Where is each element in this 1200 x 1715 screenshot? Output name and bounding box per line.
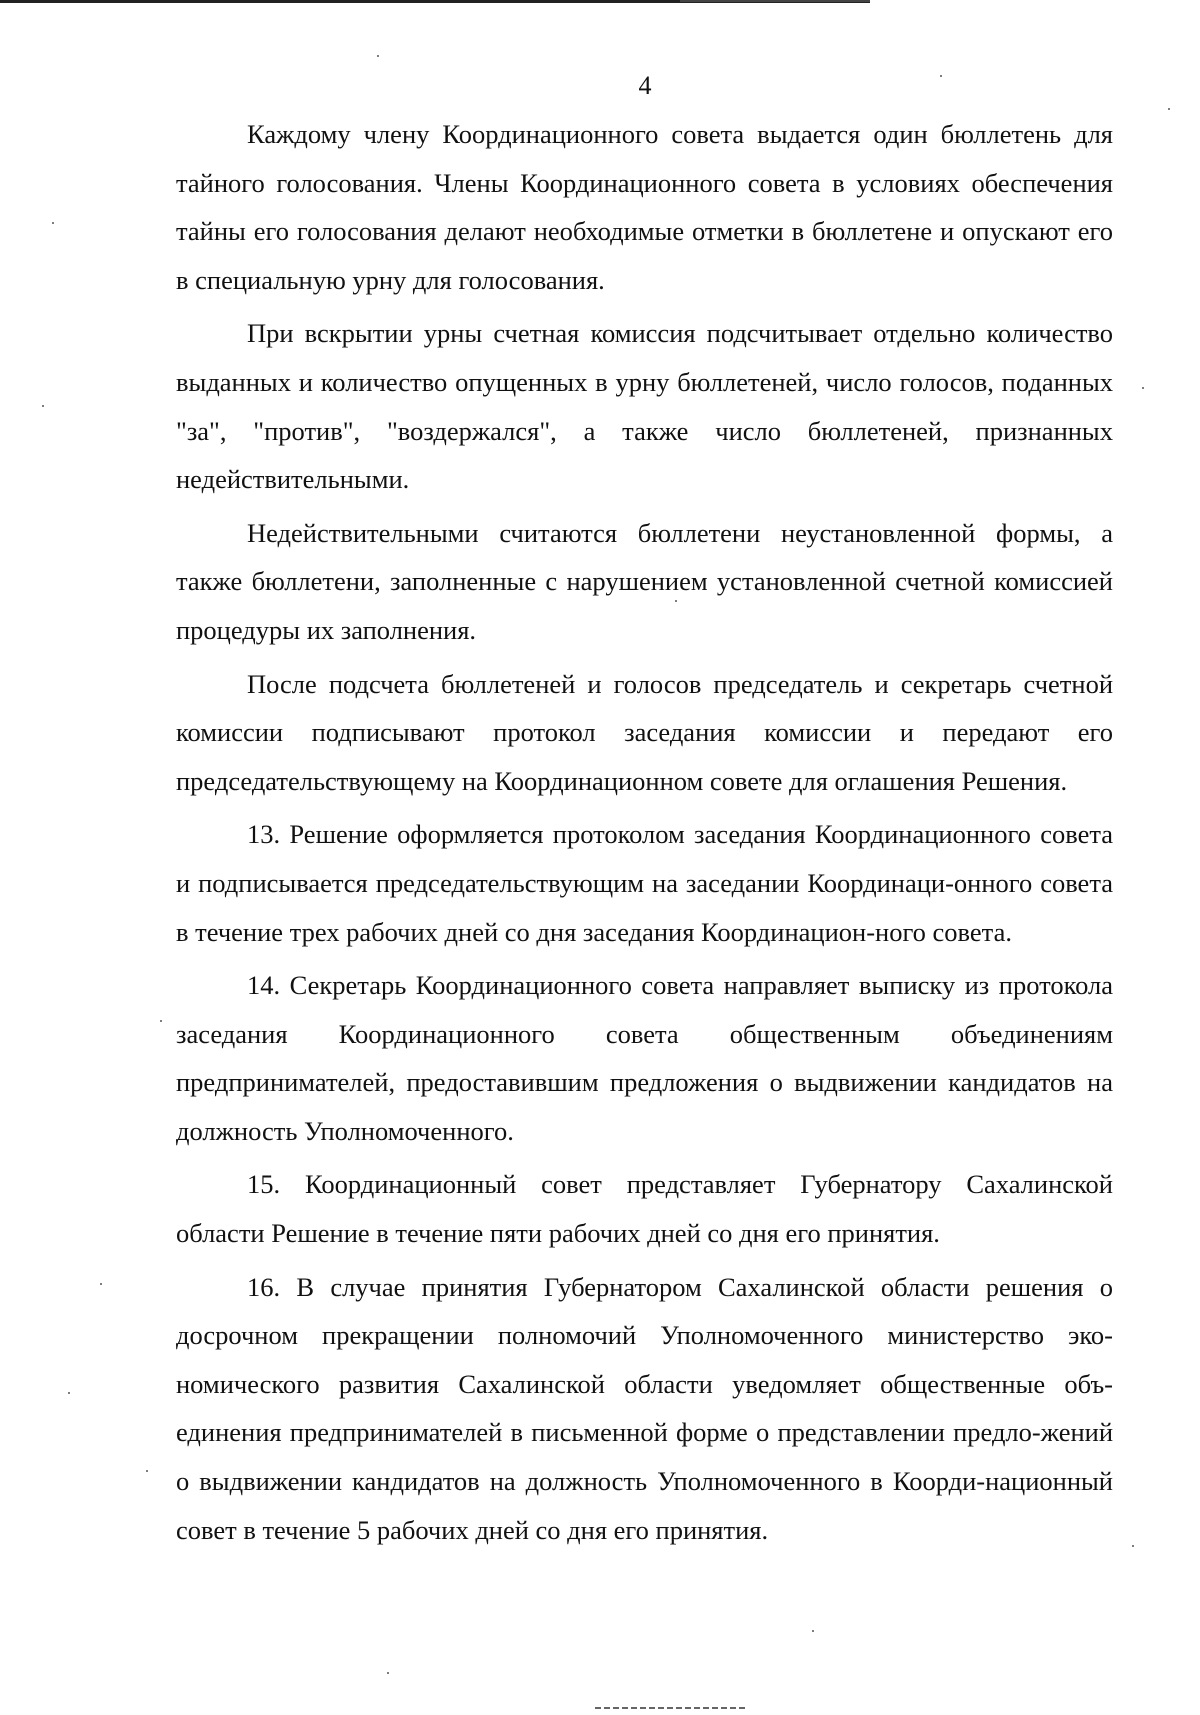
scan-speck [1132,1545,1134,1547]
paragraph-item-13: 13. Решение оформляется протоколом заседания Координационного совета и подписывается председательствующим на заседании Координаци-онного совета в течение трех рабочих дней со дня заседания Координацион-ного совета. [176,819,1113,947]
scan-speck [940,75,942,77]
scan-speck [812,1630,814,1632]
paragraph-item-16: 16. В случае принятия Губернатором Сахалинской области решения о досрочном прекращении полномочий Уполномоченного министерство эко-номического развития Сахалинской области уведомляет общественные объ-единения предпринимателей в письменной форме о представлении предло-жений о выдвижении кандидатов на должность Уполномоченного в Коорди-национный совет в течение 5 рабочих дней со дня его принятия. [176,1271,1113,1545]
paragraph-vote-count-protocol: После подсчета бюллетеней и голосов председатель и секретарь счетной комиссии подписывают протокол заседания комиссии и передают его председательствующему на Координационном совете для оглашения Решения. [176,668,1113,796]
scan-speck [377,55,379,57]
top-edge-rule-tail [680,0,870,2]
scan-speck [387,1672,389,1674]
scan-speck [100,1283,102,1285]
scan-speck [146,1470,148,1472]
scan-speck [675,600,677,602]
scan-speck [42,405,44,407]
paragraph-item-15: 15. Координационный совет представляет Губернатору Сахалинской области Решение в течение пяти рабочих дней со дня его принятия. [176,1169,1113,1249]
scan-speck [1142,387,1144,389]
paragraph-urn-opening: При вскрытии урны счетная комиссия подсчитывает отдельно количество выданных и количество опущенных в урну бюллетеней, число голосов, поданных "за", "против", "воздержался", а также число бюллетеней, признанных недействительными. [176,318,1113,495]
paragraph-ballot-issue: Каждому члену Координационного совета выдается один бюллетень для тайного голосования. Члены Координационного совета в условиях обеспечения тайны его голосования делают необходимые отметки в бюллетене и опускают его в специальную урну для голосования. [176,119,1113,295]
scan-speck [1168,108,1170,110]
page-number: 4 [638,71,652,100]
scan-speck [52,222,54,224]
scan-speck [68,1392,70,1394]
document-body [176,110,1113,1559]
bottom-edge-mark [595,1707,745,1709]
paragraph-item-14: 14. Секретарь Координационного совета направляет выписку из протокола заседания Координационного совета общественным объединениям предпринимателей, предоставившим предложения о выдвижении кандидатов на должность Уполномоченного. [176,970,1113,1146]
scan-speck [160,1020,162,1022]
paragraph-invalid-ballots: Недействительными считаются бюллетени неустановленной формы, а также бюллетени, заполненные с нарушением установленной счетной комиссией процедуры их заполнения. [176,517,1113,645]
